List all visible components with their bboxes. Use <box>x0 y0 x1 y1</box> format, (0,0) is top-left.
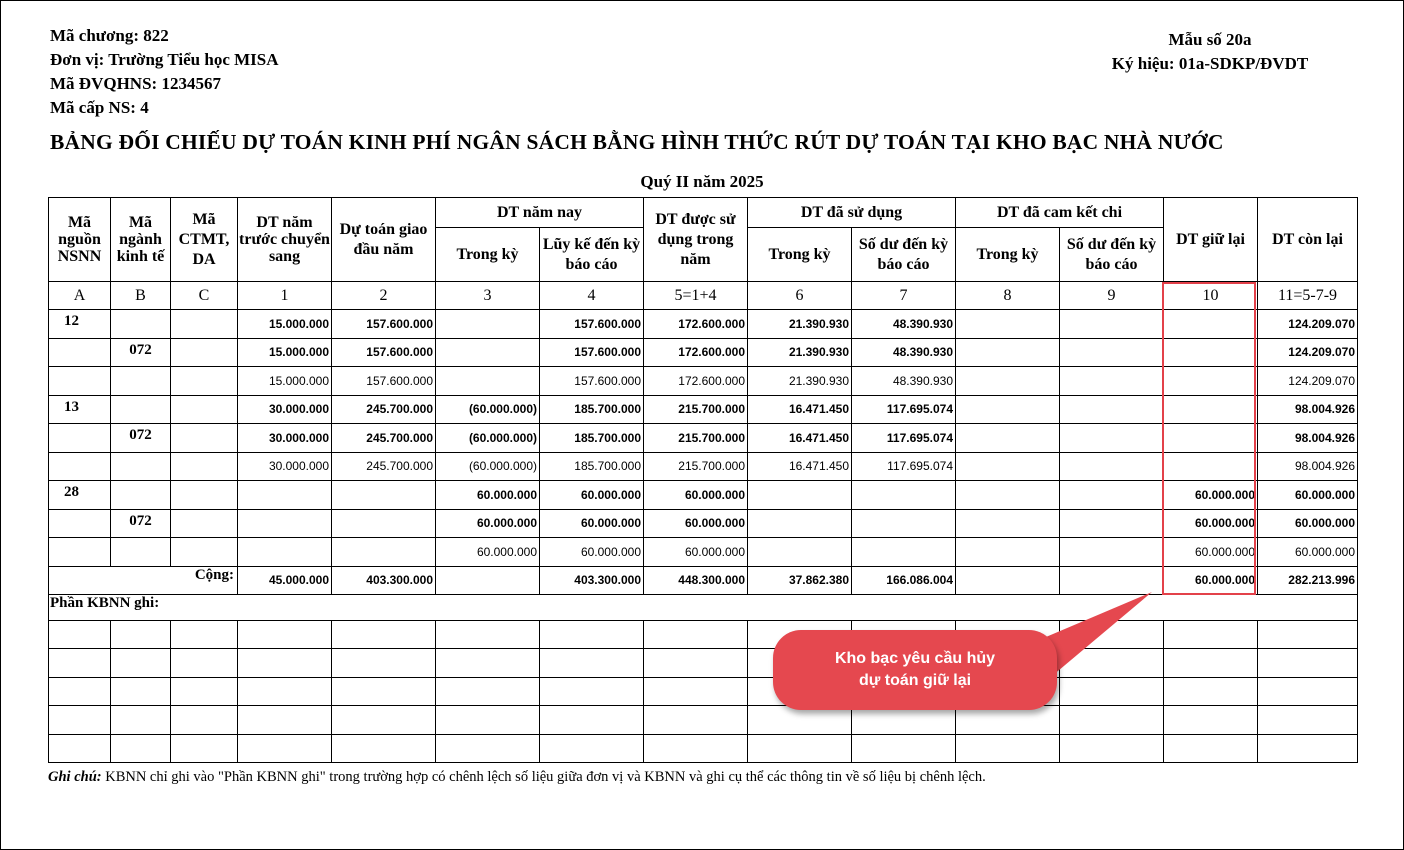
total-amount-cell: 448.300.000 <box>644 566 748 594</box>
amount-cell: 98.004.926 <box>1258 452 1358 481</box>
index-cell: 11=5-7-9 <box>1258 282 1358 310</box>
amount-cell: 21.390.930 <box>748 338 852 367</box>
total-amount-cell: 403.300.000 <box>332 566 436 594</box>
amount-cell: 185.700.000 <box>540 424 644 453</box>
amount-cell: 48.390.930 <box>852 310 956 339</box>
sector-code-cell: 072 <box>111 338 171 367</box>
amount-cell: 16.471.450 <box>748 452 852 481</box>
amount-cell: 172.600.000 <box>644 367 748 396</box>
col-dt-da-su-dung: DT đã sử dụng <box>748 198 956 228</box>
amount-cell: 185.700.000 <box>540 395 644 424</box>
amount-cell: 16.471.450 <box>748 395 852 424</box>
index-cell: 10 <box>1164 282 1258 310</box>
amount-cell: 60.000.000 <box>1164 509 1258 538</box>
page-subtitle: Quý II năm 2025 <box>640 172 764 191</box>
total-amount-cell: 37.862.380 <box>748 566 852 594</box>
col-luy-ke: Lũy kế đến kỳ báo cáo <box>540 228 644 282</box>
amount-cell: 15.000.000 <box>238 310 332 339</box>
col-dt-con-lai: DT còn lại <box>1258 198 1358 282</box>
amount-cell: 60.000.000 <box>1164 481 1258 510</box>
total-label: Cộng: <box>49 566 238 594</box>
col-du-toan-giao: Dự toán giao đầu năm <box>332 198 436 282</box>
amount-cell: 21.390.930 <box>748 310 852 339</box>
ma-chuong: Mã chương: 822 <box>50 26 169 45</box>
amount-cell: 60.000.000 <box>1258 538 1358 567</box>
amount-cell: 117.695.074 <box>852 424 956 453</box>
callout-line-1: Kho bạc yêu cầu hủy <box>834 650 996 667</box>
index-cell: A <box>49 282 111 310</box>
col-trong-ky: Trong kỳ <box>956 228 1060 282</box>
amount-cell: 157.600.000 <box>540 338 644 367</box>
index-cell: 4 <box>540 282 644 310</box>
amount-cell: 157.600.000 <box>540 310 644 339</box>
amount-cell: 245.700.000 <box>332 395 436 424</box>
source-code-cell: 28 <box>49 481 111 510</box>
amount-cell: 60.000.000 <box>540 509 644 538</box>
col-ma-nguon: Mã nguồn NSNN <box>49 198 111 282</box>
amount-cell: 117.695.074 <box>852 395 956 424</box>
amount-cell: 15.000.000 <box>238 338 332 367</box>
amount-cell: 60.000.000 <box>1258 481 1358 510</box>
amount-cell: 215.700.000 <box>644 452 748 481</box>
amount-cell: 172.600.000 <box>644 338 748 367</box>
amount-cell: 215.700.000 <box>644 395 748 424</box>
col-dt-da-cam-ket: DT đã cam kết chi <box>956 198 1164 228</box>
amount-cell: 60.000.000 <box>1258 509 1358 538</box>
source-code-cell: 12 <box>49 310 111 339</box>
amount-cell: 185.700.000 <box>540 452 644 481</box>
amount-cell: 157.600.000 <box>540 367 644 396</box>
total-amount-cell: 60.000.000 <box>1164 566 1258 594</box>
amount-cell: 98.004.926 <box>1258 424 1358 453</box>
col-dt-duoc-su-dung: DT được sử dụng trong năm <box>644 198 748 282</box>
amount-cell: 60.000.000 <box>436 538 540 567</box>
col-ma-nganh: Mã ngành kinh tế <box>111 198 171 282</box>
amount-cell: 15.000.000 <box>238 367 332 396</box>
index-cell: 3 <box>436 282 540 310</box>
amount-cell: 30.000.000 <box>238 424 332 453</box>
col-so-du: Số dư đến kỳ báo cáo <box>1060 228 1164 282</box>
kbnn-label: Phần KBNN ghi: <box>49 594 1358 620</box>
amount-cell: 245.700.000 <box>332 452 436 481</box>
col-dt-giu-lai: DT giữ lại <box>1164 198 1258 282</box>
amount-cell: 60.000.000 <box>1164 538 1258 567</box>
index-cell: C <box>171 282 238 310</box>
callout-line-2: dự toán giữ lại <box>858 672 972 689</box>
index-cell: 1 <box>238 282 332 310</box>
amount-cell: 60.000.000 <box>644 509 748 538</box>
index-cell: 7 <box>852 282 956 310</box>
amount-cell: 48.390.930 <box>852 338 956 367</box>
index-cell: 6 <box>748 282 852 310</box>
col-ma-ctmt: Mã CTMT, DA <box>171 198 238 282</box>
total-amount-cell: 403.300.000 <box>540 566 644 594</box>
footnote-text: KBNN chỉ ghi vào "Phần KBNN ghi" trong trường hợp có chênh lệch số liệu giữa đơn vị và KBNN và ghi cụ thể các thông tin về số liệu bị chênh lệch. <box>101 769 986 785</box>
amount-cell: (60.000.000) <box>436 424 540 453</box>
page-title: BẢNG ĐỐI CHIẾU DỰ TOÁN KINH PHÍ NGÂN SÁCH BẰNG HÌNH THỨC RÚT DỰ TOÁN TẠI KHO BẠC NHÀ NƯỚC <box>50 130 1224 154</box>
sector-code-cell: 072 <box>111 509 171 538</box>
index-cell: 9 <box>1060 282 1164 310</box>
amount-cell: 245.700.000 <box>332 424 436 453</box>
don-vi: Đơn vị: Trường Tiểu học MISA <box>50 50 279 69</box>
amount-cell: 60.000.000 <box>436 481 540 510</box>
mau-so: Mẫu số 20a <box>1168 30 1252 49</box>
amount-cell: 60.000.000 <box>540 481 644 510</box>
col-trong-ky: Trong kỳ <box>748 228 852 282</box>
amount-cell: 124.209.070 <box>1258 310 1358 339</box>
amount-cell: 30.000.000 <box>238 395 332 424</box>
amount-cell: 215.700.000 <box>644 424 748 453</box>
amount-cell: (60.000.000) <box>436 452 540 481</box>
amount-cell: 48.390.930 <box>852 367 956 396</box>
total-amount-cell: 166.086.004 <box>852 566 956 594</box>
amount-cell: 172.600.000 <box>644 310 748 339</box>
ma-cap-ns: Mã cấp NS: 4 <box>50 98 149 117</box>
total-amount-cell: 282.213.996 <box>1258 566 1358 594</box>
ky-hieu: Ký hiệu: 01a-SDKP/ĐVDT <box>1111 54 1309 73</box>
amount-cell: 60.000.000 <box>540 538 644 567</box>
amount-cell: 60.000.000 <box>644 481 748 510</box>
index-cell: 2 <box>332 282 436 310</box>
amount-cell: 157.600.000 <box>332 367 436 396</box>
amount-cell: 60.000.000 <box>644 538 748 567</box>
amount-cell: 60.000.000 <box>436 509 540 538</box>
amount-cell: 30.000.000 <box>238 452 332 481</box>
index-cell: 5=1+4 <box>644 282 748 310</box>
callout-bubble <box>773 630 1057 710</box>
col-so-du: Số dư đến kỳ báo cáo <box>852 228 956 282</box>
amount-cell: 124.209.070 <box>1258 367 1358 396</box>
total-amount-cell: 45.000.000 <box>238 566 332 594</box>
amount-cell: 157.600.000 <box>332 338 436 367</box>
footnote-label: Ghi chú: <box>48 769 102 785</box>
amount-cell: 124.209.070 <box>1258 338 1358 367</box>
amount-cell: 157.600.000 <box>332 310 436 339</box>
col-trong-ky: Trong kỳ <box>436 228 540 282</box>
footnote <box>48 769 986 786</box>
sector-code-cell: 072 <box>111 424 171 453</box>
amount-cell: 16.471.450 <box>748 424 852 453</box>
amount-cell: 117.695.074 <box>852 452 956 481</box>
amount-cell: 98.004.926 <box>1258 395 1358 424</box>
col-dt-nam-nay: DT năm nay <box>436 198 644 228</box>
source-code-cell: 13 <box>49 395 111 424</box>
amount-cell: (60.000.000) <box>436 395 540 424</box>
ma-dvqhns: Mã ĐVQHNS: 1234567 <box>50 74 221 93</box>
amount-cell: 21.390.930 <box>748 367 852 396</box>
index-cell: B <box>111 282 171 310</box>
col-dt-nam-truoc: DT năm trước chuyển sang <box>238 198 332 282</box>
index-cell: 8 <box>956 282 1060 310</box>
